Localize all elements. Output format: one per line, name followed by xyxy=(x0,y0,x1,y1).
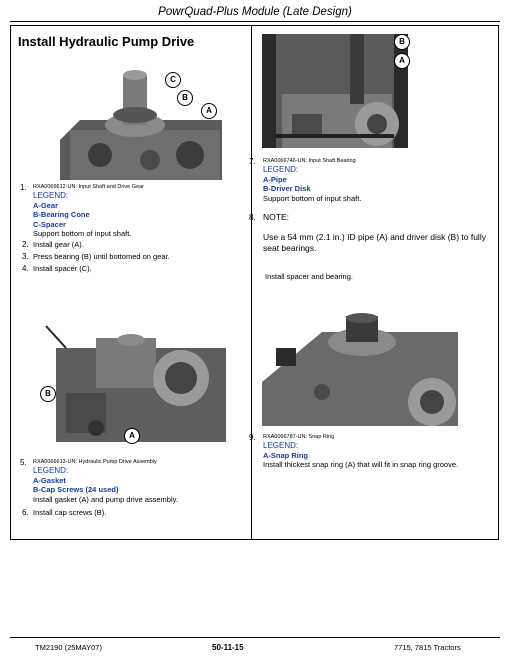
step-5-legend-title: LEGEND: xyxy=(33,465,69,475)
step-5-number: 5. xyxy=(20,458,27,467)
photo-input-shaft-bearing xyxy=(262,34,408,148)
step-1-legend-item: A-Gear xyxy=(33,200,59,210)
callout-a-photo5: A xyxy=(124,428,140,444)
footer-manual-id: TM2190 (25MAY07) xyxy=(35,643,102,652)
step-7-caption: RXA0066746-UN: Input Shaft Bearing xyxy=(263,158,356,164)
step-7-block xyxy=(263,158,493,203)
footer-model-list: 7715, 7815 Tractors xyxy=(394,643,461,652)
step-1-block xyxy=(33,184,243,238)
step-1-number: 1. xyxy=(20,183,27,192)
step-3-number: 3. xyxy=(22,252,29,261)
callout-b-photo5: B xyxy=(40,386,56,402)
step-5-text: Install gasket (A) and pump drive assembly. xyxy=(33,494,178,504)
photo-5-graphic xyxy=(36,318,226,442)
photo-9-graphic xyxy=(262,312,458,426)
callout-b-photo7: B xyxy=(394,34,410,50)
section-title: Install Hydraulic Pump Drive xyxy=(18,34,195,49)
step-7-legend-item: A-Pipe xyxy=(263,174,287,184)
step-1-legend-item: C-Spacer xyxy=(33,219,66,229)
step-9-caption: RXA0066787-UN: Snap Ring xyxy=(263,434,335,440)
step-6-text: Install cap screws (B). xyxy=(33,508,107,517)
step-9-legend-item: A-Snap Ring xyxy=(263,450,308,460)
step-9-legend-title: LEGEND: xyxy=(263,440,299,450)
step-4-text: Install spacer (C). xyxy=(33,264,92,273)
step-1-legend-title: LEGEND: xyxy=(33,190,69,200)
step-1-text: Support bottom of input shaft. xyxy=(33,229,132,238)
column-divider xyxy=(251,25,252,540)
step-9-number: 9. xyxy=(249,433,256,442)
step-5-block xyxy=(33,459,243,504)
step-7-legend-title: LEGEND: xyxy=(263,164,299,174)
step-7-legend-item: B-Driver Disk xyxy=(263,184,311,194)
callout-b-photo1: B xyxy=(177,90,193,106)
step-4-number: 4. xyxy=(22,264,29,273)
step-9-text: Install thickest snap ring (A) that will fit in snap ring groove. xyxy=(263,460,459,470)
step-5-caption: RXA0066613-UN: Hydraulic Pump Drive Assembly xyxy=(33,459,157,465)
photo-1-graphic xyxy=(60,60,222,180)
step-6-number: 6. xyxy=(22,508,29,517)
step-5-legend-item: B-Cap Screws (24 used) xyxy=(33,485,119,495)
step-7-text: Support bottom of input shaft. xyxy=(263,193,362,203)
step-8-number: 8. xyxy=(249,213,256,222)
footer-rule xyxy=(10,637,500,638)
callout-a-photo7: A xyxy=(394,53,410,69)
step-9-block xyxy=(263,434,493,470)
step-2-number: 2. xyxy=(22,240,29,249)
step-8-note-title: NOTE: xyxy=(263,212,289,222)
step-1-legend-item: B-Bearing Cone xyxy=(33,210,90,220)
callout-c-photo1: C xyxy=(165,72,181,88)
step-7-number: 7. xyxy=(249,157,256,166)
step-1-caption: RXA0066612-UN: Input Shaft and Drive Gear xyxy=(33,184,144,190)
step-3-text: Press bearing (B) until bottomed on gear. xyxy=(33,252,170,261)
photo-hydraulic-pump-drive-assembly xyxy=(36,318,226,442)
step-2-text: Install gear (A). xyxy=(33,240,84,249)
footer-page-number: 50-11-15 xyxy=(212,643,244,652)
photo-snap-ring xyxy=(262,312,458,426)
header-title: PowrQuad-Plus Module (Late Design) xyxy=(158,6,352,18)
page-header xyxy=(0,0,510,24)
callout-a-photo1: A xyxy=(201,103,217,119)
header-rule xyxy=(10,21,500,22)
step-8-note-text: Use a 54 mm (2.1 in.) ID pipe (A) and driver disk (B) to fully seat bearings. xyxy=(263,232,486,253)
photo-input-shaft-drive-gear xyxy=(60,60,222,180)
step-8-text: Install spacer and bearing. xyxy=(265,272,353,281)
step-5-legend-item: A-Gasket xyxy=(33,475,66,485)
photo-7-graphic xyxy=(262,34,408,148)
